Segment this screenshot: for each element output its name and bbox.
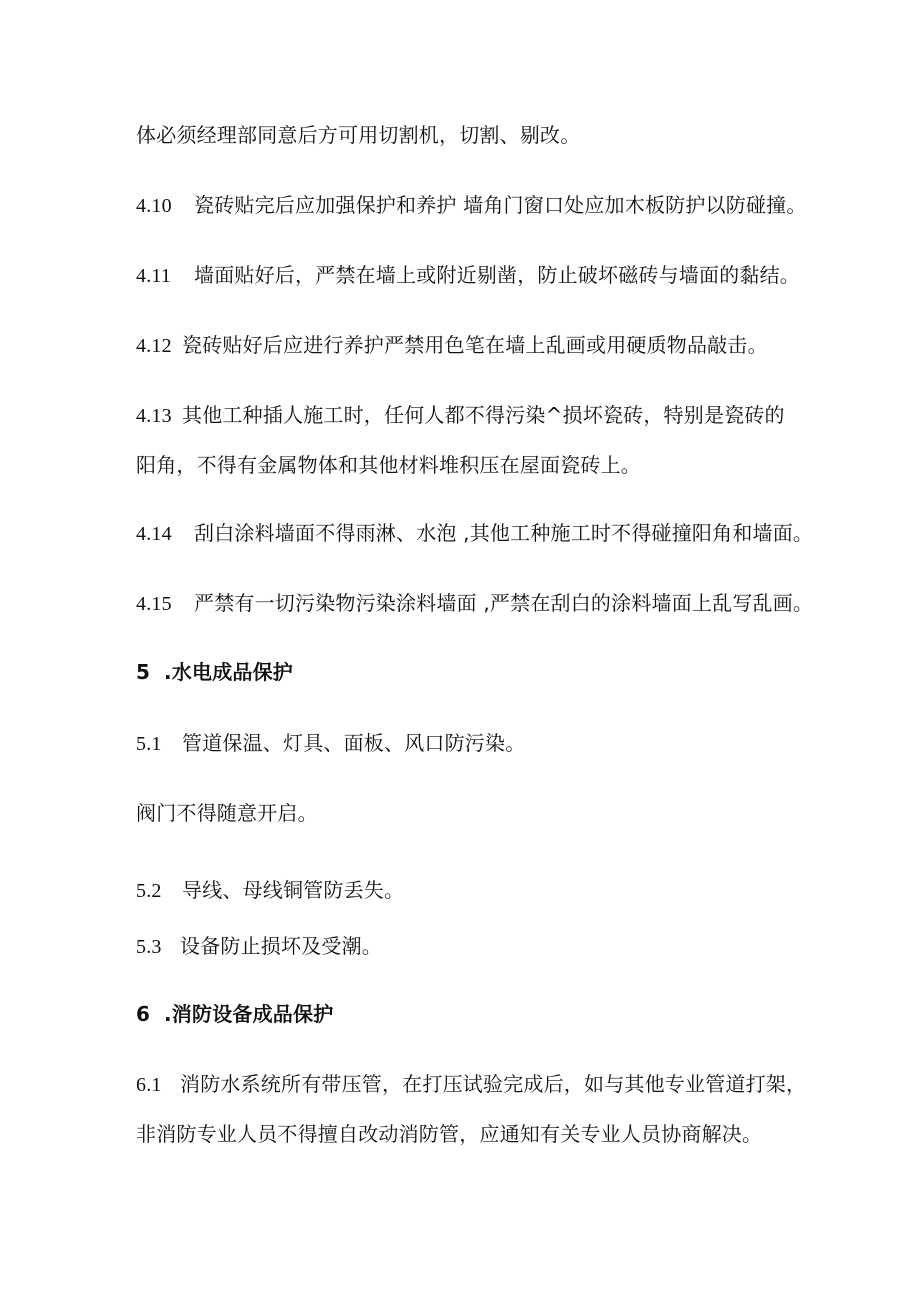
clause-number: 4.11	[136, 265, 172, 287]
paragraph-continuation	[136, 121, 580, 149]
clause-6-1-continuation	[136, 1120, 762, 1148]
clause-number: 6.1	[136, 1074, 162, 1096]
clause-5-2	[136, 876, 404, 905]
paragraph-text: 体必须经理部同意后方可用切割机，切割、剔改。	[136, 123, 581, 147]
clause-4-11	[136, 261, 800, 290]
section-heading-5	[136, 658, 293, 686]
clause-4-13	[136, 401, 785, 430]
clause-4-15	[136, 589, 813, 618]
clause-text: 非消防专业人员不得擅自改动消防管，应通知有关专业人员协商解决。	[136, 1122, 763, 1146]
clause-5-3	[136, 932, 382, 961]
section-number: 5	[136, 660, 151, 684]
clause-number: 5.1	[136, 733, 162, 755]
clause-4-14	[136, 519, 813, 548]
section-title: .水电成品保护	[164, 660, 293, 684]
clause-text: 其他工种插人施工时，任何人都不得污染^损坏瓷砖，特别是瓷砖的	[182, 403, 785, 427]
clause-number: 4.15	[136, 593, 172, 615]
clause-text: 管道保温、灯具、面板、风口防污染。	[182, 731, 526, 755]
clause-text: 消防水系统所有带压管，在打压试验完成后，如与其他专业管道打架，	[180, 1072, 807, 1096]
clause-text: 严禁有一切污染物污染涂料墙面 ,严禁在刮白的涂料墙面上乱写乱画。	[194, 591, 814, 615]
clause-6-1	[136, 1070, 806, 1099]
clause-text: 瓷砖贴完后应加强保护和养护 墙角门窗口处应加木板防护以防碰撞。	[194, 193, 807, 217]
clause-5-1	[136, 729, 525, 758]
clause-text: 导线、母线铜管防丢失。	[182, 878, 405, 902]
clause-number: 4.10	[136, 195, 172, 217]
paragraph-valve	[136, 799, 318, 827]
clause-number: 4.13	[136, 405, 172, 427]
clause-text: 墙面贴好后，严禁在墙上或附近剔凿，防止破坏磁砖与墙面的黏结。	[194, 263, 800, 287]
section-title: .消防设备成品保护	[164, 1002, 334, 1026]
clause-number: 4.14	[136, 523, 172, 545]
clause-number: 4.12	[136, 335, 172, 357]
clause-text: 刮白涂料墙面不得雨淋、水泡 ,其他工种施工时不得碰撞阳角和墙面。	[194, 521, 814, 545]
section-number: 6	[136, 1002, 151, 1026]
paragraph-text: 阀门不得随意开启。	[136, 801, 318, 825]
clause-number: 5.2	[136, 880, 162, 902]
clause-4-10	[136, 191, 807, 220]
clause-text: 阳角，不得有金属物体和其他材料堆积压在屋面瓷砖上。	[136, 453, 641, 477]
section-heading-6	[136, 1000, 333, 1028]
clause-text: 设备防止损坏及受潮。	[180, 934, 382, 958]
clause-4-13-continuation	[136, 451, 641, 479]
clause-number: 5.3	[136, 936, 162, 958]
clause-text: 瓷砖贴好后应进行养护严禁用色笔在墙上乱画或用硬质物品敲击。	[182, 333, 768, 357]
clause-4-12	[136, 331, 768, 360]
